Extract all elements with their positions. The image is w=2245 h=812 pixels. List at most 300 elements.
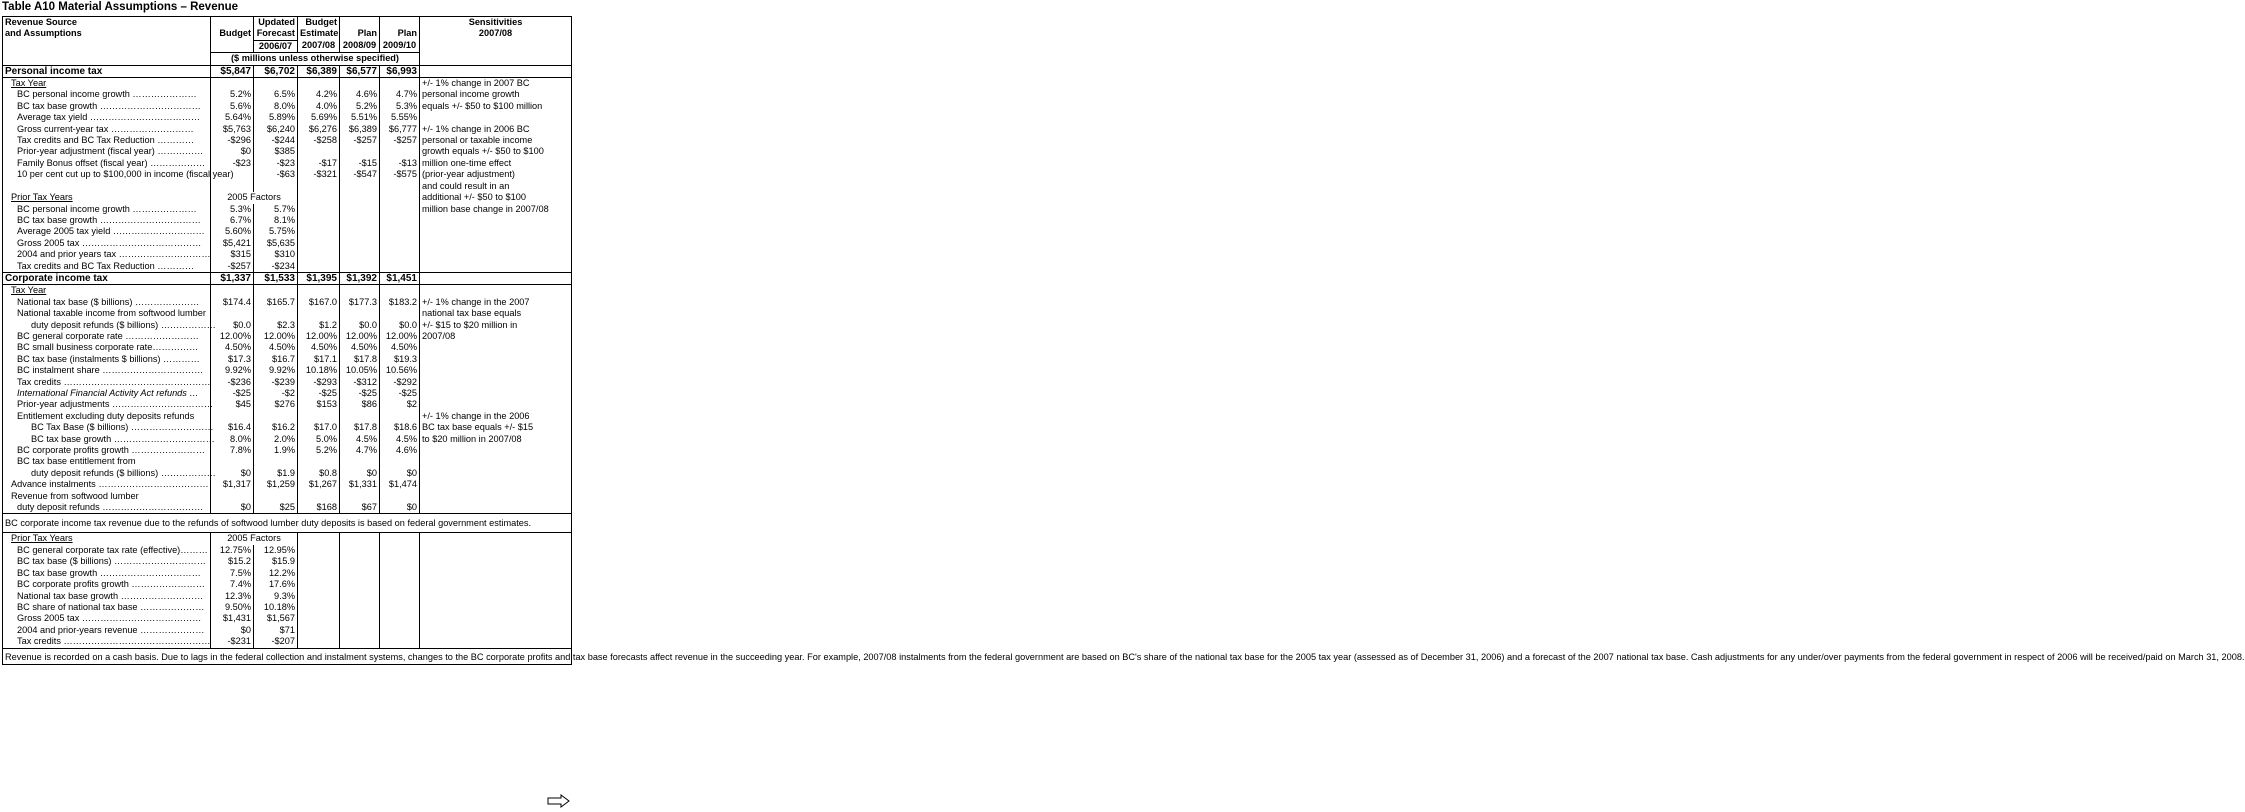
row-value: 5.7% <box>254 204 298 215</box>
blank <box>298 636 340 648</box>
row-label: National tax base growth ……………………… <box>3 591 211 602</box>
row-label: BC personal income growth ………………… <box>3 89 211 100</box>
blank <box>420 613 572 624</box>
row-label: Prior-year adjustment (fiscal year) …………… <box>3 146 211 157</box>
corporate-income-tax-total: $1,337 <box>211 272 254 284</box>
row-value: $16.2 <box>254 422 298 433</box>
header-plan: Plan <box>340 28 380 40</box>
row-value <box>340 456 380 467</box>
table-row <box>3 342 572 353</box>
blank <box>298 591 340 602</box>
row-value: $71 <box>254 625 298 636</box>
corporate-income-tax-total-row <box>3 272 572 284</box>
row-label: Prior-year adjustments …………………………… <box>3 399 211 410</box>
factors-label: 2005 Factors <box>211 533 298 545</box>
header-blank <box>211 40 254 52</box>
blank <box>340 285 380 297</box>
blank <box>380 285 420 297</box>
row-value: $17.8 <box>340 422 380 433</box>
blank <box>298 181 340 192</box>
row-value: $1,259 <box>254 479 298 490</box>
blank <box>420 591 572 602</box>
row-value: 9.92% <box>211 365 254 376</box>
header-plan: Plan <box>380 28 420 40</box>
blank <box>340 545 380 556</box>
corporate-income-tax-total: $1,395 <box>298 272 340 284</box>
table-row <box>3 331 572 342</box>
sensitivity-text: (prior-year adjustment) <box>420 169 572 180</box>
prior-years-row <box>3 192 572 203</box>
blank <box>340 181 380 192</box>
row-value: 17.6% <box>254 579 298 590</box>
blank <box>340 226 380 237</box>
row-value: 9.50% <box>211 602 254 613</box>
row-label: BC tax base growth …………………………… <box>3 101 211 112</box>
row-value: $16.4 <box>211 422 254 433</box>
row-label: Tax credits ………………………………………… <box>3 377 211 388</box>
blank <box>340 568 380 579</box>
right-arrow-icon[interactable] <box>547 794 571 808</box>
corporate-income-tax-total: $1,392 <box>340 272 380 284</box>
sensitivity-text <box>420 365 572 376</box>
table-row <box>3 456 572 467</box>
sensitivity-text: and could result in an <box>420 181 572 192</box>
header-sensitivities: Sensitivities <box>420 17 572 29</box>
personal-income-tax-total: $6,702 <box>254 65 298 77</box>
tax-year-label: Tax Year <box>3 285 211 297</box>
row-label: Gross current-year tax ……………………… <box>3 124 211 135</box>
blank <box>340 625 380 636</box>
row-value: -$257 <box>380 135 420 146</box>
row-value: 4.7% <box>380 89 420 100</box>
row-label: Average tax yield ……………………………… <box>3 112 211 123</box>
row-value: 5.2% <box>298 445 340 456</box>
blank <box>298 226 340 237</box>
row-value: $5,763 <box>211 124 254 135</box>
row-value: 10.05% <box>340 365 380 376</box>
sens-blank <box>420 272 572 284</box>
units-blank <box>420 53 572 65</box>
table-row <box>3 545 572 556</box>
row-label: BC tax base ($ billions) ………………………… <box>3 556 211 567</box>
row-value: 4.50% <box>298 342 340 353</box>
row-value <box>211 308 254 319</box>
table-row <box>3 135 572 146</box>
row-value: 4.0% <box>298 101 340 112</box>
row-value: $17.8 <box>340 354 380 365</box>
units-label: ($ millions unless otherwise specified) <box>211 53 420 65</box>
row-value: 10.18% <box>298 365 340 376</box>
blank <box>380 602 420 613</box>
table-row <box>3 445 572 456</box>
row-value: -$321 <box>298 169 340 180</box>
table-row <box>3 411 572 422</box>
sensitivity-text: growth equals +/- $50 to $100 <box>420 146 572 157</box>
row-label: BC share of national tax base ………………… <box>3 602 211 613</box>
row-value: 7.5% <box>211 568 254 579</box>
blank <box>420 533 572 545</box>
row-value: $6,389 <box>340 124 380 135</box>
table-row <box>3 556 572 567</box>
blank <box>380 192 420 203</box>
row-value <box>211 491 254 502</box>
row-value: -$234 <box>254 261 298 273</box>
row-value: $0.8 <box>298 468 340 479</box>
blank <box>254 285 298 297</box>
blank <box>298 215 340 226</box>
row-label: BC tax base entitlement from <box>3 456 211 467</box>
row-value: 12.95% <box>254 545 298 556</box>
header-sens-year: 2007/08 <box>420 28 572 40</box>
table-row <box>3 602 572 613</box>
header-blank <box>3 40 211 52</box>
row-value: $385 <box>254 146 298 157</box>
row-value: 5.64% <box>211 112 254 123</box>
row-value: 5.69% <box>298 112 340 123</box>
table-row <box>3 502 572 514</box>
row-value: $1.9 <box>254 468 298 479</box>
blank <box>211 181 254 192</box>
row-label: BC personal income growth ………………… <box>3 204 211 215</box>
row-value: $19.3 <box>380 354 420 365</box>
sensitivity-text <box>420 215 572 226</box>
table-row <box>3 112 572 123</box>
sensitivity-text: million base change in 2007/08 <box>420 204 572 215</box>
row-label: BC general corporate rate …………………… <box>3 331 211 342</box>
sensitivity-text: to $20 million in 2007/08 <box>420 434 572 445</box>
table-row <box>3 89 572 100</box>
row-label: Entitlement excluding duty deposits refunds <box>3 411 211 422</box>
row-value: -$575 <box>380 169 420 180</box>
row-value: 4.50% <box>380 342 420 353</box>
row-label: International Financial Activity Act refunds … <box>3 388 211 399</box>
row-value: 10.18% <box>254 602 298 613</box>
row-value: -$25 <box>298 388 340 399</box>
row-value: -$23 <box>211 158 254 169</box>
table-row <box>3 625 572 636</box>
header-budget: Budget <box>211 28 254 40</box>
row-value: $0 <box>380 502 420 514</box>
row-value: $165.7 <box>254 297 298 308</box>
blank <box>340 215 380 226</box>
header-revenue-source: Revenue Source <box>3 17 211 29</box>
row-value: $1,331 <box>340 479 380 490</box>
blank <box>420 556 572 567</box>
header-blank <box>380 17 420 29</box>
blank <box>380 568 420 579</box>
row-value: 12.00% <box>380 331 420 342</box>
row-value: -$257 <box>340 135 380 146</box>
blank <box>340 192 380 203</box>
blank <box>380 556 420 567</box>
sensitivity-text <box>420 456 572 467</box>
table-row <box>3 226 572 237</box>
table-row <box>3 146 572 157</box>
row-value: 4.6% <box>340 89 380 100</box>
header-updated: Updated <box>254 17 298 29</box>
row-value: 12.75% <box>211 545 254 556</box>
row-value <box>298 456 340 467</box>
blank <box>380 226 420 237</box>
sensitivity-text: +/- 1% change in 2006 BC <box>420 124 572 135</box>
blank <box>298 285 340 297</box>
blank <box>340 579 380 590</box>
row-label: 2004 and prior-years revenue ………………… <box>3 625 211 636</box>
row-value: 5.6% <box>211 101 254 112</box>
factors-label: 2005 Factors <box>211 192 298 203</box>
blank <box>340 636 380 648</box>
row-label: Tax credits and BC Tax Reduction ………… <box>3 261 211 273</box>
row-value: $0 <box>340 468 380 479</box>
row-label: 2004 and prior years tax ………………………… <box>3 249 211 260</box>
row-label: National tax base ($ billions) ………………… <box>3 297 211 308</box>
row-value: -$258 <box>298 135 340 146</box>
tax-year-label: Tax Year <box>3 78 211 90</box>
row-label: BC tax base (instalments $ billions) ………… <box>3 354 211 365</box>
row-value: 5.2% <box>211 89 254 100</box>
row-value: -$207 <box>254 636 298 648</box>
row-value: 12.3% <box>211 591 254 602</box>
row-value: $0 <box>211 146 254 157</box>
row-value <box>298 491 340 502</box>
row-value: 5.60% <box>211 226 254 237</box>
row-value: 8.1% <box>254 215 298 226</box>
blank <box>420 579 572 590</box>
sensitivity-text: national tax base equals <box>420 308 572 319</box>
blank <box>380 579 420 590</box>
blank <box>380 181 420 192</box>
row-value: $1,431 <box>211 613 254 624</box>
personal-income-tax-total: $5,847 <box>211 65 254 77</box>
row-value: $310 <box>254 249 298 260</box>
sensitivity-text: additional +/- $50 to $100 <box>420 192 572 203</box>
prior-years-row <box>3 533 572 545</box>
table-row <box>3 204 572 215</box>
row-label: Family Bonus offset (fiscal year) ……………… <box>3 158 211 169</box>
personal-income-tax-total: $6,577 <box>340 65 380 77</box>
blank <box>380 215 420 226</box>
row-value <box>340 491 380 502</box>
row-value: -$63 <box>254 169 298 180</box>
row-value: $168 <box>298 502 340 514</box>
row-value: 4.2% <box>298 89 340 100</box>
table-row <box>3 434 572 445</box>
blank <box>380 545 420 556</box>
blank <box>298 238 340 249</box>
row-value <box>380 146 420 157</box>
row-value: -$13 <box>380 158 420 169</box>
blank <box>298 613 340 624</box>
header-years-row <box>3 40 572 52</box>
blank <box>340 556 380 567</box>
sensitivity-text: personal or taxable income <box>420 135 572 146</box>
note-row <box>3 648 572 664</box>
row-label: duty deposit refunds …………………………… <box>3 502 211 514</box>
row-value <box>340 308 380 319</box>
table-row <box>3 249 572 260</box>
table-row <box>3 479 572 490</box>
row-value: -$15 <box>340 158 380 169</box>
sensitivity-text <box>420 342 572 353</box>
blank <box>298 261 340 273</box>
row-value <box>380 411 420 422</box>
row-value: $153 <box>298 399 340 410</box>
blank <box>340 613 380 624</box>
row-value <box>211 456 254 467</box>
row-value: 12.00% <box>340 331 380 342</box>
blank <box>211 285 254 297</box>
row-value: 4.6% <box>380 445 420 456</box>
header-row <box>3 17 572 29</box>
table-row <box>3 297 572 308</box>
header-year: 2007/08 <box>298 40 340 52</box>
table-row <box>3 591 572 602</box>
row-value: $0.0 <box>340 320 380 331</box>
table-row <box>3 215 572 226</box>
table-row <box>3 238 572 249</box>
row-value <box>254 411 298 422</box>
blank <box>298 204 340 215</box>
blank <box>340 204 380 215</box>
row-label: 10 per cent cut up to $100,000 in income (fiscal year) <box>3 169 211 180</box>
row-value <box>254 491 298 502</box>
blank <box>340 602 380 613</box>
blank <box>254 78 298 90</box>
row-value <box>298 308 340 319</box>
blank <box>420 602 572 613</box>
table-row <box>3 491 572 502</box>
row-value: $17.0 <box>298 422 340 433</box>
blank <box>298 568 340 579</box>
sensitivity-text <box>420 491 572 502</box>
row-label: National taxable income from softwood lumber <box>3 308 211 319</box>
page-title: Table A10 Material Assumptions – Revenue <box>2 1 239 13</box>
sensitivity-text <box>420 502 572 514</box>
row-label: BC corporate profits growth …………………… <box>3 579 211 590</box>
row-value: 4.5% <box>340 434 380 445</box>
row-value: 1.9% <box>254 445 298 456</box>
blank <box>340 238 380 249</box>
row-label: Tax credits ………………………………………… <box>3 636 211 648</box>
row-value: $25 <box>254 502 298 514</box>
row-value: -$25 <box>211 388 254 399</box>
row-value: -$244 <box>254 135 298 146</box>
row-label: duty deposit refunds ($ billions) ……………… <box>3 468 211 479</box>
corporate-income-tax-total: $1,451 <box>380 272 420 284</box>
row-value: $0.0 <box>211 320 254 331</box>
row-value: 12.00% <box>254 331 298 342</box>
row-value: $0 <box>380 468 420 479</box>
table-row <box>3 261 572 273</box>
row-value: -$17 <box>298 158 340 169</box>
units-blank <box>3 53 211 65</box>
blank <box>3 181 211 192</box>
row-value: $315 <box>211 249 254 260</box>
blank <box>420 285 572 297</box>
sensitivity-text: 2007/08 <box>420 331 572 342</box>
blank <box>298 78 340 90</box>
row-value: 12.00% <box>211 331 254 342</box>
sensitivity-text <box>420 354 572 365</box>
header-year: 2006/07 <box>254 40 298 52</box>
row-value: 8.0% <box>254 101 298 112</box>
sensitivity-text <box>420 388 572 399</box>
row-value: 5.3% <box>380 101 420 112</box>
blank <box>298 602 340 613</box>
row-label: BC small business corporate rate…………… <box>3 342 211 353</box>
table-row <box>3 568 572 579</box>
row-value: $0 <box>211 625 254 636</box>
sensitivity-text <box>420 479 572 490</box>
row-value <box>380 491 420 502</box>
blank <box>420 625 572 636</box>
row-value: $45 <box>211 399 254 410</box>
row-value: -$292 <box>380 377 420 388</box>
blank <box>420 636 572 648</box>
row-value: $1.2 <box>298 320 340 331</box>
table-row <box>3 354 572 365</box>
row-value: 4.50% <box>254 342 298 353</box>
row-value: 4.5% <box>380 434 420 445</box>
softwood-note: BC corporate income tax revenue due to the refunds of softwood lumber duty deposits is based on federal government estimates. <box>3 514 572 533</box>
blank <box>298 545 340 556</box>
row-value: 7.4% <box>211 579 254 590</box>
row-value: $0 <box>211 468 254 479</box>
blank <box>298 556 340 567</box>
row-value: $1,267 <box>298 479 340 490</box>
table-row <box>3 468 572 479</box>
row-value: $18.6 <box>380 422 420 433</box>
table-row <box>3 388 572 399</box>
row-value: 5.2% <box>340 101 380 112</box>
row-value: 9.92% <box>254 365 298 376</box>
row-label: Advance instalments ……………………………… <box>3 479 211 490</box>
row-value: 5.3% <box>211 204 254 215</box>
row-value <box>211 411 254 422</box>
row-value: $6,777 <box>380 124 420 135</box>
row-value: $16.7 <box>254 354 298 365</box>
blank <box>380 249 420 260</box>
row-value <box>254 308 298 319</box>
blank <box>340 78 380 90</box>
tax-year-row <box>3 78 572 90</box>
blank <box>380 625 420 636</box>
row-value: 5.55% <box>380 112 420 123</box>
blank <box>380 636 420 648</box>
row-value: -$25 <box>340 388 380 399</box>
row-label: BC tax base growth …………………………… <box>3 215 211 226</box>
row-value: $17.1 <box>298 354 340 365</box>
row-value: 5.51% <box>340 112 380 123</box>
header-year: 2008/09 <box>340 40 380 52</box>
blank <box>298 533 340 545</box>
blank <box>380 261 420 273</box>
row-value: $0 <box>211 502 254 514</box>
row-value: $1,317 <box>211 479 254 490</box>
row-value: $0.0 <box>380 320 420 331</box>
sensitivity-text: +/- 1% change in 2007 BC <box>420 78 572 90</box>
header-row <box>3 28 572 40</box>
row-value: -$312 <box>340 377 380 388</box>
row-label: Revenue from softwood lumber <box>3 491 211 502</box>
row-value: 12.00% <box>298 331 340 342</box>
row-value: $5,421 <box>211 238 254 249</box>
sensitivity-text <box>420 468 572 479</box>
sensitivity-text: million one-time effect <box>420 158 572 169</box>
row-value: -$25 <box>380 388 420 399</box>
row-label: BC Tax Base ($ billions) ……………………… <box>3 422 211 433</box>
row-label: BC general corporate tax rate (effective)……… <box>3 545 211 556</box>
